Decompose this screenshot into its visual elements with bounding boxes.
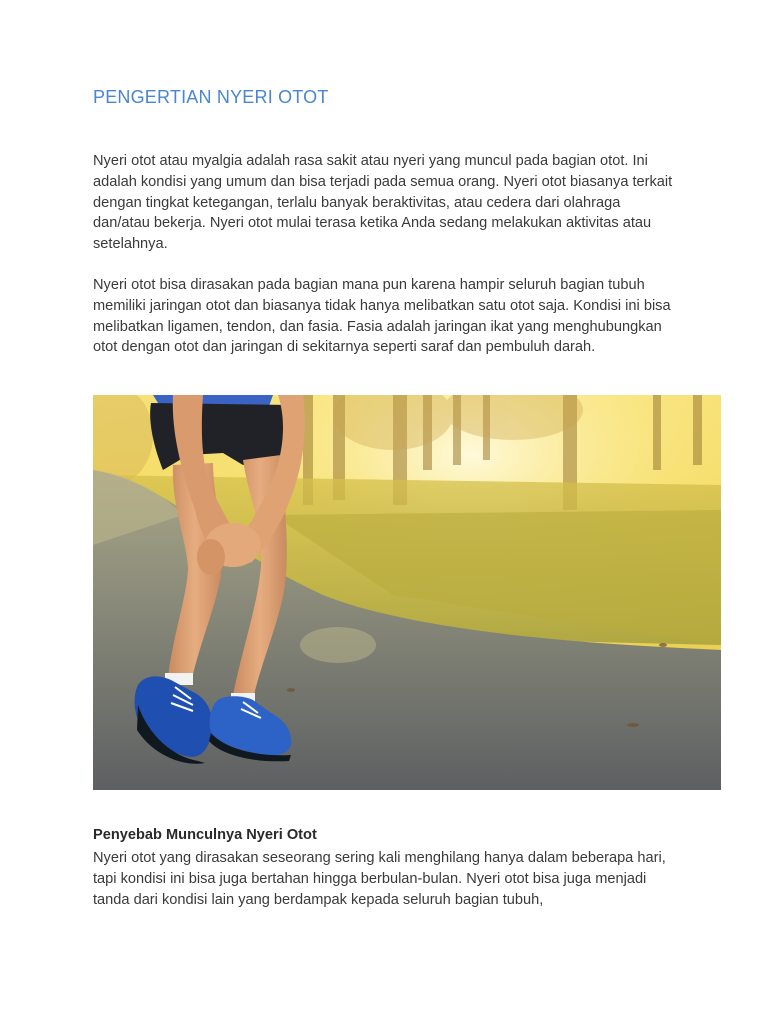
paragraph-causes: Nyeri otot yang dirasakan seseorang sering kali menghilang hanya dalam beberapa hari, tapi kondisi ini bisa juga bertahan hingga berbulan-bulan. Nyeri otot bisa juga menjadi tanda dari kondisi lain yang berdampak kepada seluruh bagian tubuh, bbox=[93, 850, 666, 908]
section-heading-causes: Penyebab Munculnya Nyeri Otot bbox=[93, 827, 317, 843]
knee-pain-runner-photo bbox=[93, 395, 721, 790]
page-title: PENGERTIAN NYERI OTOT bbox=[93, 87, 329, 107]
paragraph-definition: Nyeri otot atau myalgia adalah rasa sakit atau nyeri yang muncul pada bagian otot. Ini adalah kondisi yang umum dan bisa terjadi pada semua orang. Nyeri otot biasanya terkait dengan tingkat ketegangan, terlalu banyak beraktivitas, atau cedera dari olahraga dan/atau bekerja. Nyeri otot mulai terasa ketika Anda sedang melakukan aktivitas atau setelahnya. bbox=[93, 153, 673, 253]
paragraph-muscle-tissue: Nyeri otot bisa dirasakan pada bagian mana pun karena hampir seluruh bagian tubuh memiliki jaringan otot dan biasanya tidak hanya melibatkan satu otot saja. Kondisi ini bisa melibatkan ligamen, tendon, dan fasia. Fasia adalah jaringan ikat yang menghubungkan otot dengan otot dan jaringan di sekitarnya seperti saraf dan pembuluh darah. bbox=[93, 277, 671, 356]
